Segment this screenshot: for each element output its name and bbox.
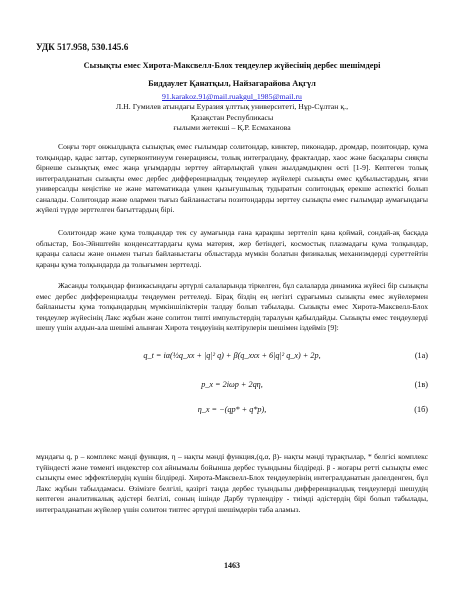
author-email-link[interactable]: 91.karakoz.91@mail.ruakgul_1985@mail.ru: [162, 92, 302, 101]
affiliation-line-1: Л.Н. Гумилев атындағы Еуразия ұлттық университеті, Нұр-Сұлтан қ.,: [115, 102, 349, 111]
paper-title: Сызықты емес Хирота-Максвелл-Блох теңдеулер жүйесінің дербес шешімдері: [83, 61, 381, 70]
affiliation-line-3: ғылыми жетекші – Қ.Р. Есмаханова: [173, 123, 291, 133]
paragraph-solitons: Солитондар және қума толқындар тек су аумағында ғана қарақшы зерттеліп қана қоймай, сондай-ақ басқада облыстар, Боз-Эйнштейн конденсаттардағы қума материя, жер бетіндегі, космостық плазмадағы қума толқындар, қараңы саласы және оньмен тығыз байланыстағы облыстарда мүмкін болатын физикалық механизмдерді суреттейтін қараңы қума толқындарда да толығымен зерттелді.: [36, 228, 428, 269]
affiliation-line-2: Қазақстан Республикасы: [190, 112, 274, 122]
page-number: 1463: [224, 561, 240, 570]
equation-1b: [36, 378, 428, 398]
equation-1c: [36, 403, 428, 423]
equation-1c-number: (1б): [414, 405, 428, 414]
udc-code: УДК 517.958, 530.145.6: [36, 42, 129, 52]
equation-1a-number: (1a): [414, 351, 428, 360]
paragraph-intro: Соңғы төрт онжылдықта сызықтық емес ғылымдар солитондар, кинктер, пиконадар, дромдар, позитондар, қума толқындар, қадас заттар, суперконтинуум генерациясы, толық интегралдану, фракталдар, хаос және басқалары сияқты бірнеше сызықтық емес жаңа ұғымдарды зерттеу айтарлықтай үлкен жылдамдықпен өсті [1-9]. Кептеген толық интегралданатын сызықты емес дербес дифференциалдық теңдеулер жүйелері сызықты емес құбылыстардың, яғни универсалды кеңістіке не және математикада үлкен қызығушылық тудыратын солитондық ерекше аспектісі болып саналады. Солитондар және олармен тығыз байланыстағы позитондарды зерттеу сызықты емес ғылымдар аумағындағы жүйелі түрде зерттелген бағыттардың бірі.: [36, 142, 428, 215]
equation-1b-formula: p_x = 2iωp + 2qη,: [201, 380, 263, 389]
equation-1a-formula: q_t = iα(½q_xx + |q|² q) + β(q_xxx + 6|q|² q_x) + 2p,: [143, 351, 321, 360]
author-names: Биддаулет Қанатқыл, Найзагарайова Ақгүл: [148, 79, 316, 88]
affiliation-block: [36, 102, 428, 134]
equation-1b-number: (1в): [414, 380, 428, 389]
paragraph-system: Жасанды толқындар физикасындағы әртүрлі салаларында тіркелген, бұл салаларда динамика жүйесі бір сызықты емес дербес дифференциалды теңдеумен реттеледі. Бірақ біздің ең негізгі сұрағымыз сызықты емес жүйелермен байланысты қума толқындардың мүмкіншіліктерін талдау болып табылады. Сызықты емес Хирота-Максвелл-Блох теңдеулер жүйесінің Лакс жұбын және солитон типті импульстердің таралуын қабылдайды. Сызықты емес теңдеулерді шешу үшін алдын-ала шешімі алынған Хирота теңдеуінің келтірулерін шешімен іздейміз [9]:: [36, 281, 428, 333]
equation-1c-formula: η_x = −(qp* + q*p),: [197, 405, 267, 414]
paragraph-definitions: мұндағы q, p – комплекс мәнді функция, η – нақты мәнді функция,(q,α, β)- нақты мәнді тұрақтылар, * белгісі комплекс түйіндесті және төменгі индекстер сол айнымалы бойынша дербес туындыны білдіреді. β - жоғары ретті сызықты емес сызықты емес эффектілердің күшін білдіреді. Хирота-Максвелл-Блох теңдеулерінің интегралданатын дәлелденген, бұл Лакс жұбын табылдамасы. Өзімізге белгілі, қазіргі таңда дербес туындылы дифференциалдық теңдеулерді шешудің кептеген аналитикалық әдістері белгілі, соның ішінде Дарбу түрлендіру - тиімді әдістердің бірі болып табылады, интегралданатын жүйелер үшін солитон типтес әртүрлі шешімдерін таба аламыз.: [36, 452, 428, 514]
equation-1a: [36, 347, 428, 367]
